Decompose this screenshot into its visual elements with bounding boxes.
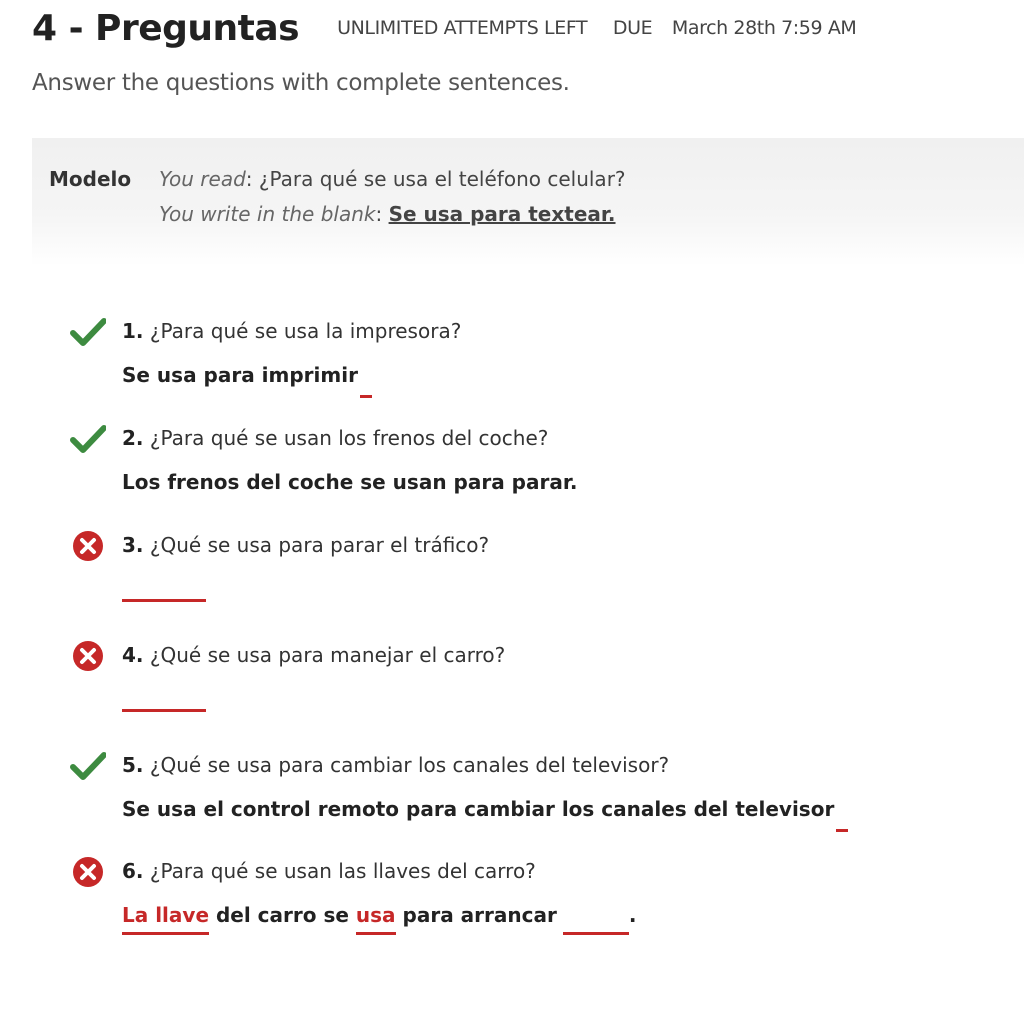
answer-blank[interactable] [122,575,206,602]
question-number: 3. [122,533,144,557]
modelo-read-line [159,167,626,191]
answer-blank[interactable] [836,805,848,832]
answer-blank-2[interactable]: usa [356,902,396,935]
answer-blank-1[interactable]: La llave [122,902,209,935]
modelo-write-line [159,202,616,226]
question-text [122,856,536,886]
incorrect-x-icon [70,530,106,562]
answer-static-1: del carro se [215,903,349,927]
modelo-answer: Se usa para textear. [388,202,616,226]
answer-field[interactable] [122,360,372,390]
modelo-read-prefix: You read [159,167,246,191]
question-number: 4. [122,643,144,667]
answer-text: Se usa para imprimir [122,363,358,387]
question-prompt: ¿Qué se usa para parar el tráfico? [149,533,490,557]
question-text [122,530,489,560]
assignment-header [32,4,856,52]
question-prompt: ¿Qué se usa para manejar el carro? [149,643,506,667]
modelo-write-prefix: You write in the blank [159,202,376,226]
answer-blank[interactable] [360,371,372,398]
question-number: 6. [122,859,144,883]
question-number: 2. [122,426,144,450]
modelo-box [32,138,1024,266]
question-prompt: ¿Qué se usa para cambiar los canales del televisor? [149,753,670,777]
answer-blank-3[interactable] [563,902,629,935]
correct-check-icon [70,316,106,348]
due-date: March 28th 7:59 AM [671,17,857,39]
answer-blank[interactable] [122,685,206,712]
question-prompt: ¿Para qué se usan las llaves del carro? [149,859,536,883]
question-prompt: ¿Para qué se usan los frenos del coche? [149,426,549,450]
incorrect-x-icon [70,856,106,888]
incorrect-x-icon [70,640,106,672]
due-label: DUE [612,17,653,39]
question-prompt: ¿Para qué se usa la impresora? [149,319,462,343]
assignment-meta [337,17,856,39]
answer-field[interactable] [122,682,206,712]
answer-field [122,900,636,935]
answer-field[interactable] [122,467,577,497]
question-text [122,750,669,780]
question-text [122,640,505,670]
question-number: 5. [122,753,144,777]
modelo-read-text: : ¿Para qué se usa el teléfono celular? [245,167,626,191]
correct-check-icon [70,750,106,782]
attempts-label: UNLIMITED ATTEMPTS LEFT [337,17,588,39]
question-text [122,423,548,453]
correct-check-icon [70,423,106,455]
page-title: 4 - Preguntas [32,7,300,49]
answer-text: Se usa el control remoto para cambiar los canales del televisor [122,797,835,821]
answer-field[interactable] [122,572,206,602]
modelo-write-sep: : [375,202,389,226]
question-text [122,316,461,346]
instructions-text: Answer the questions with complete sentences. [32,70,570,96]
answer-text: Los frenos del coche se usan para parar. [122,470,578,494]
modelo-label: Modelo [49,167,132,191]
answer-end: . [628,903,637,927]
answer-field[interactable] [122,794,848,824]
question-number: 1. [122,319,144,343]
answer-static-2: para arrancar [402,903,557,927]
